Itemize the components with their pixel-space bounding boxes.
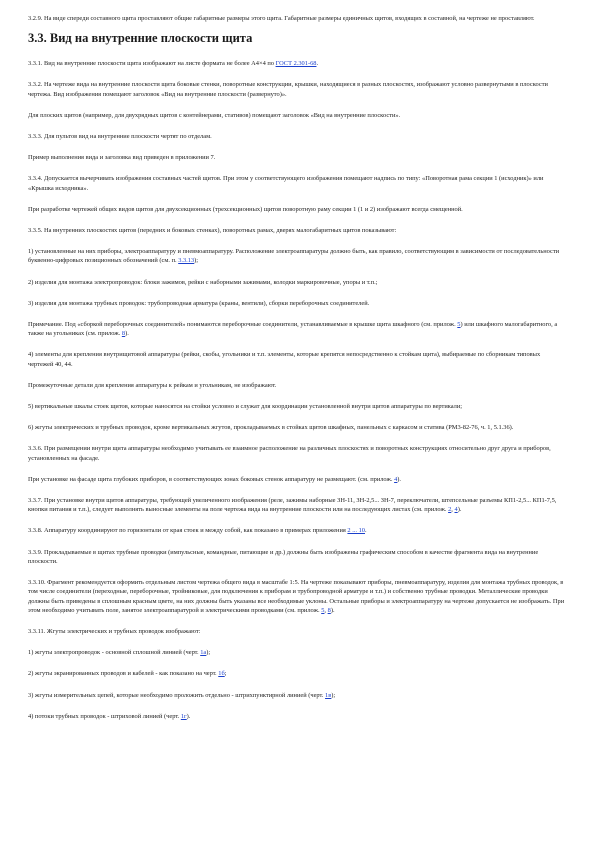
text: ). (186, 712, 191, 720)
paragraph-bundle-2 (28, 669, 567, 678)
drawing-link-1b[interactable]: 1б (218, 670, 225, 678)
paragraph-bundle-4 (28, 712, 567, 721)
text: ); (194, 257, 199, 265)
appendix-link-5[interactable]: 5 (457, 321, 461, 329)
text: ). (457, 506, 462, 514)
paragraph-3-3-6: 3.3.6. При размещении внутри щита аппаратуры необходимо учитывать ее взаимное расположение на различных плоскостях и поворотных конструкциях относительно друг друга и приборов, установленных на фасаде. (28, 445, 551, 462)
paragraph-bundle-1 (28, 648, 567, 657)
paragraph-3-3-2: 3.3.2. На чертеже вида на внутренние плоскости щита боковые стенки, поворотные конструкции, крышки, находящиеся в разных плоскостях, изображают условно развернутыми в плоскости чертежа. Вид изображения помещают заголовок «Вид на внутренние плоскости (развернуто)». (28, 81, 548, 98)
text: 3.3.8. Аппаратуру координируют по горизонтали от края стоек и между собой, как показано в примерах приложения (28, 527, 348, 535)
appendix-link-2[interactable]: 2 (448, 506, 452, 514)
paragraph-3-3-1 (28, 59, 567, 68)
paragraph-3-3-11: 3.3.11. Жгуты электрических и трубных проводок изображают: (28, 627, 201, 635)
paragraph-3-2-9: 3.2.9. На виде спереди составного щита проставляют общие габаритные размеры этого щита. Габаритные размеры единичных щитов, входящих в составной, на чертеже не проставляют. (28, 15, 535, 22)
paragraph-item-3: 3) изделия для монтажа трубных проводок: трубопроводная арматура (краны, вентили), сборки переборочных соединителей. (28, 299, 370, 307)
appendix-link-5b[interactable]: 5 (321, 606, 325, 614)
text: ) или шкафного малогабаритного, а также на угольниках (см. прилож. (28, 321, 558, 338)
text: ); (331, 691, 336, 699)
section-heading: 3.3. Вид на внутренние плоскости щита (28, 31, 253, 46)
paragraph-3-3-3: 3.3.3. Для пультов вид на внутренние плоскости чертят по отделам. (28, 133, 212, 141)
text: ; (224, 670, 227, 678)
ref-link-3-3-13[interactable]: 3.3.13 (178, 257, 195, 265)
text: ). (125, 330, 129, 338)
text: . (316, 60, 319, 68)
paragraph-intermediate: Промежуточные детали для крепления аппаратуры к рейкам и угольникам, не изображают. (28, 381, 277, 389)
text: 1) установленные на них приборы, электроаппаратуру и пневмоаппаратуру. Расположение электроаппаратуры должно быть, как правило, соответствующим в зависимости от последовательности буквенно-цифровых позиционных обозначений (см. п. (28, 248, 560, 265)
paragraph-note (28, 320, 567, 338)
text: , (451, 506, 455, 514)
paragraph-3-3-7 (28, 496, 567, 514)
text: ). (397, 475, 402, 483)
paragraph-example: Пример выполнения вида и заголовка вид приведен в приложении 7. (28, 154, 216, 162)
text: 2) жгуты экранированных проводов и кабелей - как показано на черт. (28, 670, 219, 678)
text: ); (206, 649, 211, 657)
paragraph-item-4: 4) элементы для крепления внутрищитовой аппаратуры (рейки, скобы, угольники и т.п. элементы, которые крепятся непосредственно к стойкам щита), выбираемые по сборникам типовых чертежей 40, 44. (28, 351, 541, 368)
gost-link[interactable]: ГОСТ 2.301-68 (275, 60, 317, 68)
text: ). (330, 606, 335, 614)
text: 3.3.1. Вид на внутренние плоскости щита изображают на листе формата не более А4×4 по (28, 60, 276, 68)
text: 4) потоки трубных проводок - штриховой линией (черт. (28, 712, 181, 720)
paragraph-bundle-3 (28, 691, 567, 700)
appendix-range-link[interactable]: 2 ... 10 (347, 527, 365, 535)
paragraph-3-3-5: 3.3.5. На внутренних плоскостях щитов (передних и боковых стенках), поворотных рамах, дверях малогабаритных щитов показывают: (28, 227, 397, 235)
appendix-link-4b[interactable]: 4 (454, 506, 458, 514)
paragraph-item-5: 5) вертикальные шкалы стоек щитов, которые наносятся на стойки условно и служат для координации установленной внутри щитов аппаратуры по вертикали; (28, 403, 463, 411)
text: 3.3.10. Фрагмент рекомендуется оформить отдельным листом чертежа общего вида в масштабе 1:5. На чертеже показывают приборы, пневмоаппаратуру, изделия для монтажа трубных проводок, в том числе соединители (переходные, переборочные, тройниковые, для подключения к приборам и трубопроводной арматуре и т.п.) и собственно трубные проводки. Металлические проводки должны быть приведены в сплошным красным цвете, на них должны быть указаны все необходимые уклоны. Остальные приборы и электроаппаратуру на чертеже допускается не изображать. При этом необходимо учитывать поле, занятое электроаппаратурой и электрическими проводками (см. прилож. (28, 579, 565, 614)
text: 3) жгуты измерительных цепей, которые необходимо проложить отдельно - штрихпунктирной линией (черт. (28, 691, 326, 699)
appendix-link-8[interactable]: 8 (121, 330, 126, 338)
paragraph-3-3-9: 3.3.9. Прокладываемые в щитах трубные проводки (импульсные, командные, питающие и др.) должны быть изображены графическим способом в качестве фрагмента вида на внутренние плоскости. (28, 548, 539, 565)
paragraph-item-1 (28, 247, 567, 265)
text: , (324, 606, 328, 614)
drawing-link-1a[interactable]: 1а (200, 649, 207, 657)
paragraph-3-3-10 (28, 578, 567, 615)
text: Примечание. Под «сборкой переборочных соединителей» понимаются переборочные соединители, устанавливаемые в крышке щита шкафного (см. прилож. (28, 321, 458, 329)
appendix-link-8b[interactable]: 8 (327, 606, 331, 614)
paragraph-flat-panels: Для плоских щитов (например, для двухрядных щитов с контейнерами, стативов) помещают заголовок «Вид на внутренние плоскости». (28, 111, 401, 119)
text: 3.3.7. При установке внутри щитов аппаратуры, требующей увеличенного изображения (реле, зажимы наборные ЗН-11, ЗН-2,5... ЗН-7, переключатели, штепсельные разъемы КП1-2,5... КП1-7,5, кнопки питания и т.п.), следует выполнять выносные элементы на поле чертежа вида на внутренние плоскости или на последующих листах (см. прилож. (28, 497, 557, 514)
text: 1) жгуты электропроводок - основной сплошной линией (черт. (28, 649, 201, 657)
paragraph-deep-devices (28, 475, 567, 484)
paragraph-sections: При разработке чертежей общих видов щитов для двухсекционных (трехсекционных) щитов поворотную раму секции 1 (1 и 2) изображают всегда смещенной. (28, 205, 463, 213)
drawing-link-1g[interactable]: 1г (180, 712, 187, 720)
text: При установке на фасаде щита глубоких приборов, в соответствующих зонах боковых стенок аппаратуру не размещают. (см. прилож. (28, 475, 395, 483)
text: . (364, 527, 367, 535)
drawing-link-1v[interactable]: 1в (325, 691, 332, 699)
paragraph-3-3-4: 3.3.4. Допускается вычерчивать изображения составных частей щитов. При этом у соответствующего изображения помещают надпись по типу: «Поворотная рама секции 1 (исходник)» или «Крышка исходника». (28, 175, 544, 192)
appendix-link-4[interactable]: 4 (394, 475, 398, 483)
paragraph-3-3-8 (28, 526, 567, 535)
paragraph-item-2: 2) изделия для монтажа электропроводок: блоки зажимов, рейки с наборными зажимами, колодки маркировочные, упоры и т.п.; (28, 278, 378, 286)
paragraph-item-6: 6) жгуты электрических и трубных проводок, кроме вертикальных жгутов, прокладываемых в стойках щитов шкафных, панельных с каркасом и статива (РМ3-82-76, ч. 1, 5.1.36). (28, 424, 514, 432)
